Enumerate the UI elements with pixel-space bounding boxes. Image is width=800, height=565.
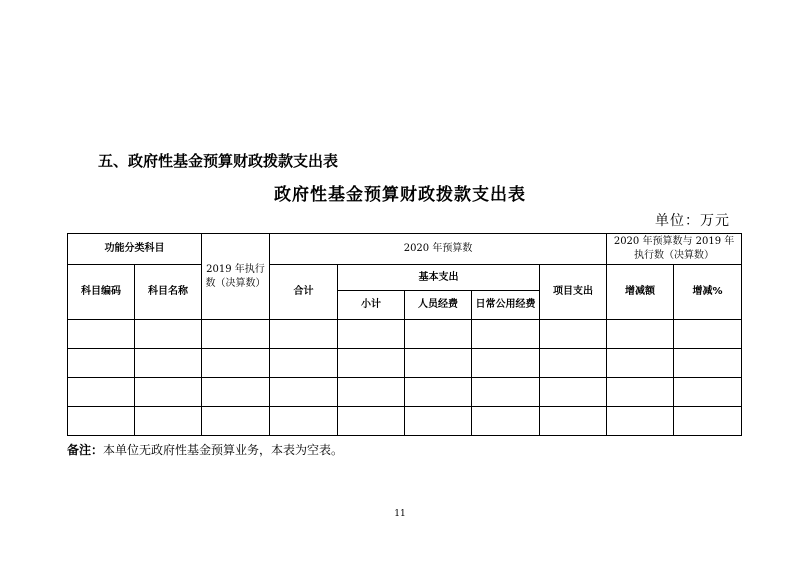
header-inc-amount: 增减额	[607, 265, 674, 320]
table-row	[68, 378, 742, 407]
expenditure-table	[67, 233, 742, 436]
header-name: 科目名称	[135, 265, 202, 320]
header-personnel: 人员经费	[405, 291, 472, 320]
table-row	[68, 349, 742, 378]
header-func-class: 功能分类科目	[68, 234, 202, 265]
header-budget-2020: 2020 年预算数	[270, 234, 607, 265]
unit-label: 单位：万元	[655, 213, 730, 229]
header-inc-pct: 增减%	[674, 265, 742, 320]
note-label: 备注：	[67, 443, 104, 457]
header-subtotal: 小计	[338, 291, 405, 320]
table-title: 政府性基金预算财政拨款支出表	[274, 185, 526, 205]
header-diff: 2020 年预算数与 2019 年执行数（决算数）	[607, 234, 742, 265]
table-note	[67, 441, 343, 458]
header-total: 合计	[270, 265, 338, 320]
table-row	[68, 320, 742, 349]
header-public: 日常公用经费	[472, 291, 540, 320]
note-text: 本单位无政府性基金预算业务，本表为空表。	[103, 443, 344, 457]
header-basic: 基本支出	[338, 265, 540, 291]
header-project: 项目支出	[540, 265, 607, 320]
table-row	[68, 407, 742, 436]
section-title: 五、政府性基金预算财政拨款支出表	[98, 152, 339, 170]
page-number: 11	[394, 509, 406, 519]
header-exec-2019: 2019 年执行数（决算数）	[202, 234, 270, 320]
header-code: 科目编码	[68, 265, 135, 320]
